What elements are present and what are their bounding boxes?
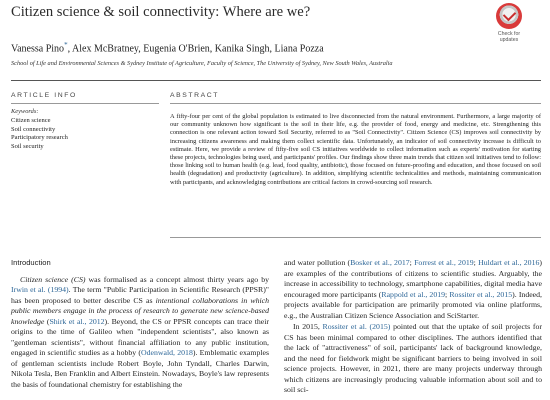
keyword-item: Soil connectivity [11, 125, 56, 133]
check-for-updates-badge[interactable] [484, 3, 534, 47]
author-rest: , Alex McBratney, Eugenia O'Brien, Kanika Singh, Liana Pozza [67, 43, 324, 55]
intro-column [11, 258, 269, 390]
body-paragraph: In 2015, Rossiter et al. (2015) pointed out that the uptake of soil projects for CS has been minimal compared to other disciplines. The authors identified that the lack of "attractiveness" of soil, participants' lack of background knowledge, and the need for fieldwork might be significant barriers to being involved in soil science projects. However, in 2021, there are many projects underway through which citizens are increasingly producing valuable information about soil and to soil sci- [284, 322, 542, 394]
intro-paragraph: Citizen science (CS) was formalised as a concept almost thirty years ago by Irwin et al. (1994). The term "Public Participation in Scientific Research (PPSR)" has been proposed to better describe CS as intentional collaborations in which public members engage in the process of research to generate new science-based knowledge (Shirk et al., 2012). Beyond, the CS or PPSR concepts can trace their origins to the time of Galileo when "independent scientists", also known as "gentleman scientists", without financial affiliation to any public institution, engaged in scientific studies as a hobby (Odenwald, 2018). Emblematic examples of gentleman scientists include Robert Boyle, John Tyndall, Charles Darwin, Nikola Tesla, Ben Franklin and Albert Einstein. Nowadays, Boyle's law represents the basis of foundational chemistry for establishing the [11, 274, 270, 389]
divider [11, 80, 541, 81]
divider [170, 237, 541, 238]
article-title: Citizen science & soil connectivity: Where are we? [11, 4, 311, 20]
citation-link[interactable]: Irwin et al. (1994) [11, 285, 69, 294]
keyword-list [11, 117, 151, 151]
badge-label: Check for updates [497, 31, 521, 43]
citation-link[interactable]: Shirk et al., 2012 [49, 316, 105, 326]
citation-link[interactable]: Odenwald, 2018 [141, 348, 193, 357]
citation-link[interactable]: Rappold et al., 2019 [381, 289, 446, 299]
corresponding-mark[interactable]: * [64, 41, 68, 49]
citation-link[interactable]: Huldart et al., 2016 [478, 258, 540, 267]
divider [170, 103, 541, 104]
keywords-label: Keywords: [11, 108, 39, 115]
abstract-heading: ABSTRACT [170, 92, 220, 99]
citation-link[interactable]: Rossiter et al., 2015 [449, 289, 513, 299]
citation-link[interactable]: Forrest et al., 2019 [414, 258, 474, 267]
abstract-text: A fifty-four per cent of the global population is estimated to live disconnected from the natural environment. Furthermore, a large majority of our community unknown how significant is the soil in their life, e.g. the provider of food, energy and medicine, etc. Strengthening this connection is one relevant action toward Soil Security, referred to as "Soil Connectivity". Citizen Science (CS) improves soil connectivity by increasing citizens awareness and making them collect scientific data. Unfortunately, an indicator of soil connectivity increase is difficult to estimate. Here, we provide a review of fifty-five soil CS initiatives worldwide to collect information such as experts' motivation for starting these projects, technologies being used, and participants' profiles. Our findings show three main trends that citizen soil initiatives tend to follow: those linking soil to human health (e.g. lead, food quality, antibiotic), those focused on future-proofing and education, and those focused on soil health (degradation) and productivity (agriculture). In addition, simplifying scientific technicalities and methods, maintaining communication with participants, and acknowledging contributions are critical factors in crowd-sourcing soil research. [170, 113, 541, 186]
introduction-heading: Introduction [11, 258, 51, 267]
citation-link[interactable]: Bosker et al., 2017 [350, 258, 410, 267]
divider [11, 103, 159, 104]
article-info-heading: ARTICLE INFO [11, 92, 77, 99]
right-column [284, 258, 542, 396]
affiliation: School of Life and Environmental Sciences & Sydney Institute of Agriculture, Faculty of Science, The University of Sydney, New South Wales, Australia [11, 60, 393, 67]
author-first[interactable]: Vanessa Pino [11, 43, 65, 55]
keyword-item: Citizen science [11, 117, 51, 124]
check-updates-icon [496, 3, 522, 29]
body-paragraph: and water pollution (Bosker et al., 2017; Forrest et al., 2019; Huldart et al., 2016) are examples of the contributions of citizens to scientific studies. Arguably, the increase in accessibility to technology, smartphone capabilities, digital media have encouraged more participants (Rappold et al., 2019; Rossiter et al., 2015). Indeed, projects available for participation are primarily promoted via online platforms, e.g., the Australian Citizen Science Association and SciStarter. [284, 258, 542, 320]
author-list [11, 39, 481, 55]
citation-link[interactable]: Rossiter et al. (2015) [322, 322, 391, 331]
keyword-item: Participatory research [11, 134, 68, 141]
keyword-item: Soil security [11, 142, 44, 150]
